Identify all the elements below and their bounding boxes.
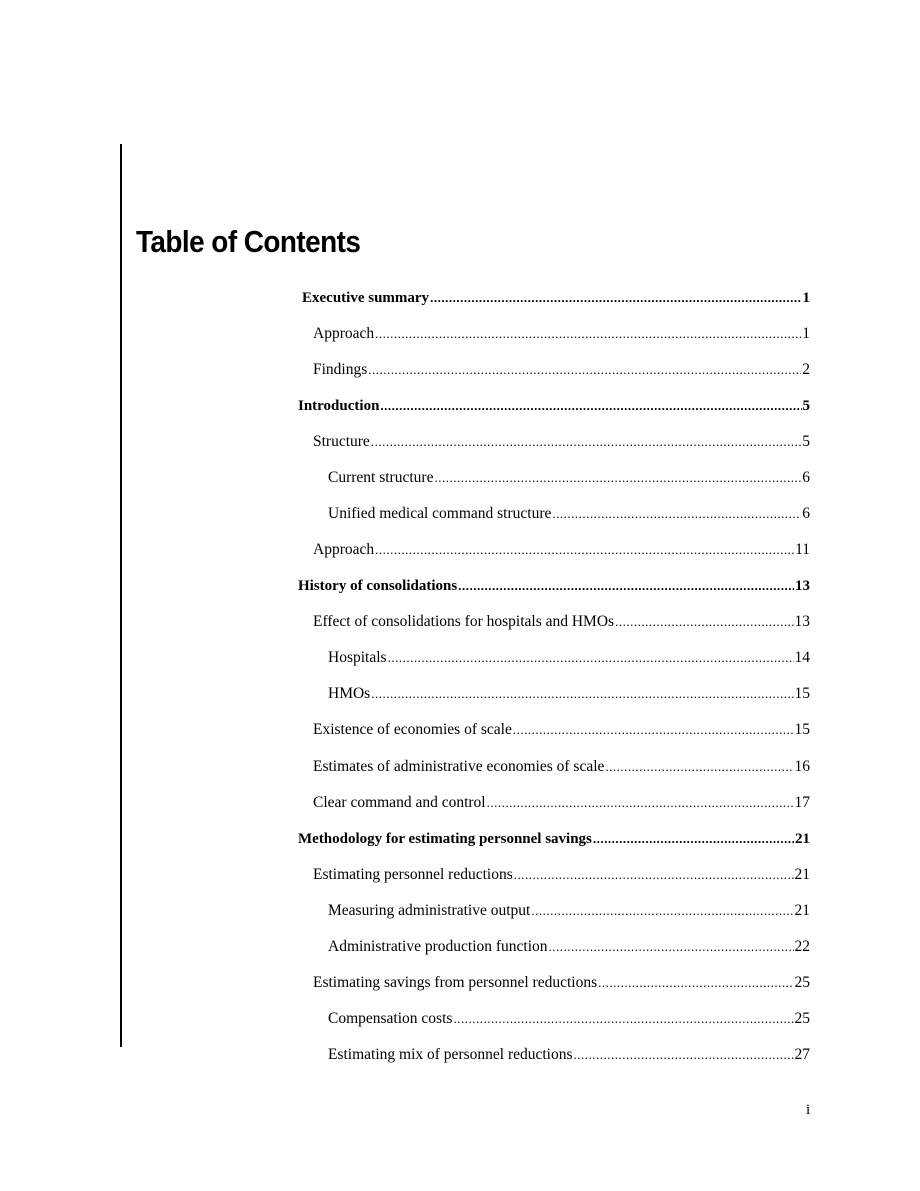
toc-entry-page: 5 [802,398,810,414]
toc-leader-dots [514,865,794,885]
toc-entry-label: Compensation costs [328,1010,453,1027]
page-title: Table of Contents [136,224,361,259]
toc-leader-dots [434,468,801,488]
toc-entry[interactable] [328,648,810,668]
toc-entry-page: 13 [794,613,810,630]
toc-entry-label: Estimating savings from personnel reductions [313,974,598,991]
toc-leader-dots [605,757,793,777]
toc-entry-label: Estimates of administrative economies of scale [313,758,605,775]
toc-leader-dots [371,684,793,704]
toc-entry-label: Approach [313,325,375,342]
toc-entry-label: Estimating mix of personnel reductions [328,1046,573,1063]
toc-entry-page: 21 [794,866,810,883]
toc-leader-dots [552,504,801,524]
toc-entry-label: Methodology for estimating personnel savings [298,831,592,847]
toc-entry-label: Unified medical command structure [328,505,552,522]
toc-entry[interactable] [328,504,810,524]
toc-entry[interactable] [313,360,810,380]
toc-entry-label: Hospitals [328,649,387,666]
toc-leader-dots [380,396,801,416]
toc-entry-page: 25 [794,974,810,991]
toc-leader-dots [615,612,793,632]
toc-entry[interactable] [313,720,810,740]
toc-leader-dots [593,829,794,849]
toc-entry-page: 13 [795,578,810,594]
toc-entry-page: 2 [802,361,810,378]
page-number: i [806,1102,811,1118]
toc-entry-label: Estimating personnel reductions [313,866,513,883]
toc-leader-dots [531,901,793,921]
toc-entry-label: HMOs [328,685,371,702]
toc-entry-label: History of consolidations [298,578,458,594]
toc-entry-page: 15 [794,685,810,702]
toc-entry[interactable] [298,396,810,416]
toc-leader-dots [513,720,794,740]
toc-leader-dots [598,973,793,993]
toc-entry[interactable] [328,1045,810,1065]
toc-leader-dots [368,360,801,380]
toc-entry-label: Introduction [298,398,380,414]
toc-leader-dots [375,324,801,344]
toc-entry-page: 22 [794,938,810,955]
toc-entry-page: 5 [802,433,810,450]
toc-entry-page: 25 [794,1010,810,1027]
toc-entry-page: 27 [794,1046,810,1063]
toc-leader-dots [388,648,794,668]
toc-entry-label: Executive summary [302,290,430,306]
toc-entry[interactable] [298,829,810,849]
toc-entry[interactable] [298,576,810,596]
toc-leader-dots [574,1045,794,1065]
toc-entry-label: Measuring administrative output [328,902,531,919]
toc-leader-dots [453,1009,793,1029]
toc-entry-label: Administrative production function [328,938,548,955]
toc-leader-dots [371,432,801,452]
toc-entry-page: 21 [795,831,810,847]
toc-entry-label: Current structure [328,469,434,486]
toc-entry[interactable] [302,288,810,308]
toc-entry[interactable] [313,540,810,560]
toc-entry-page: 11 [795,541,810,558]
toc-leader-dots [487,793,794,813]
toc-entry-page: 14 [794,649,810,666]
toc-entry-label: Findings [313,361,368,378]
toc-leader-dots [430,288,801,308]
toc-entry[interactable] [313,757,810,777]
toc-entry[interactable] [313,612,810,632]
toc-entry-page: 15 [794,721,810,738]
toc-entry[interactable] [313,973,810,993]
toc-entry[interactable] [313,793,810,813]
toc-entry-label: Existence of economies of scale [313,721,512,738]
toc-entry-label: Clear command and control [313,794,486,811]
toc-entry-page: 21 [794,902,810,919]
toc-entry-page: 17 [794,794,810,811]
toc-entry[interactable] [328,1009,810,1029]
toc-entry[interactable] [313,432,810,452]
toc-entry-page: 1 [802,325,810,342]
toc-leader-dots [549,937,794,957]
toc-entry[interactable] [313,324,810,344]
toc-entry-page: 1 [802,290,810,306]
toc-entry-label: Effect of consolidations for hospitals and HMOs [313,613,615,630]
toc-entry[interactable] [328,684,810,704]
toc-entry[interactable] [328,937,810,957]
toc-entry-page: 6 [802,469,810,486]
toc-leader-dots [458,576,794,596]
toc-entry-page: 6 [802,505,810,522]
toc-entry-page: 16 [794,758,810,775]
toc-leader-dots [375,540,794,560]
toc-entry-label: Structure [313,433,370,450]
toc-entry[interactable] [328,901,810,921]
toc-entry[interactable] [313,865,810,885]
toc-entry-label: Approach [313,541,375,558]
toc-entry[interactable] [328,468,810,488]
